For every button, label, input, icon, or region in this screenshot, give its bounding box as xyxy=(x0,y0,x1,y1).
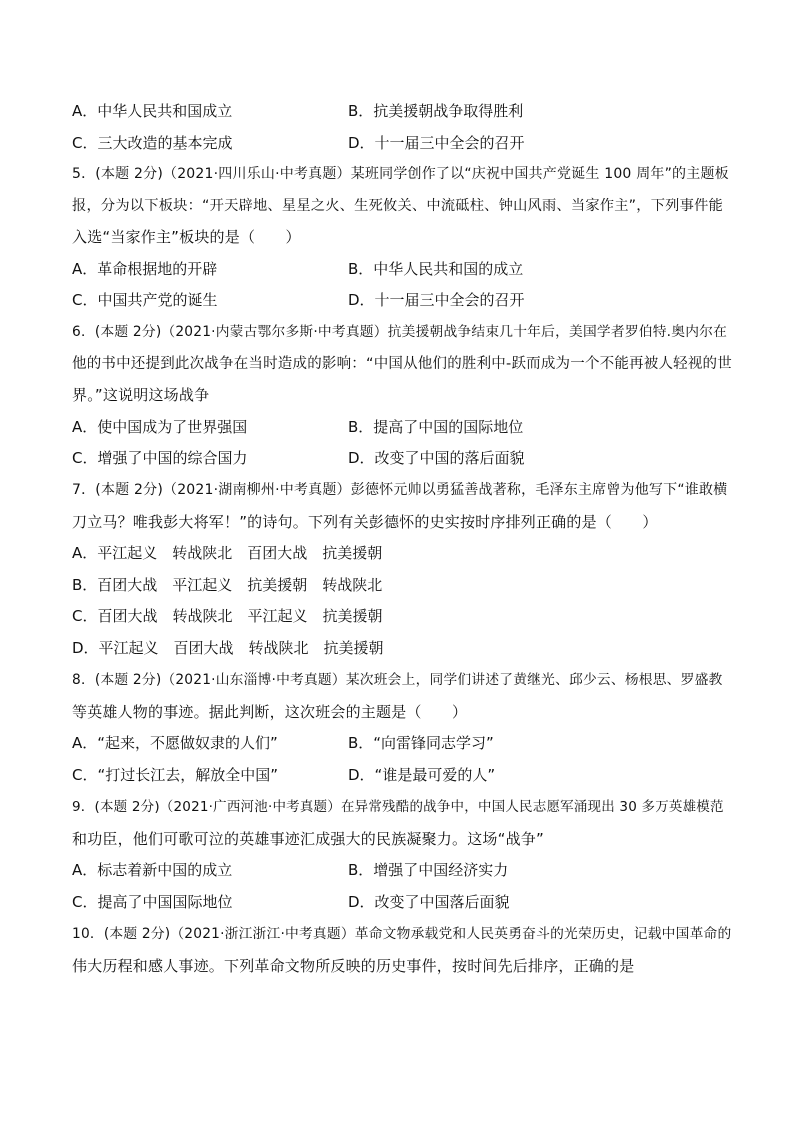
q6-option-c[interactable]: C．增强了中国的综合国力 xyxy=(72,449,248,468)
q6-stem-line: 6．(本题 2分)（2021·内蒙古鄂尔多斯·中考真题）抗美援朝战争结束几十年后，美国学者罗伯特.奥内尔在 xyxy=(72,324,728,340)
question-8 xyxy=(72,665,732,791)
question-4-options xyxy=(72,96,732,159)
q7-option-c[interactable]: C．百团大战 转战陕北 平江起义 抗美援朝 xyxy=(72,607,383,626)
q6-stem-line: 界。”这说明这场战争 xyxy=(72,386,210,405)
q4-option-a[interactable]: A．中华人民共和国成立 xyxy=(72,102,233,120)
question-6 xyxy=(72,317,732,475)
q5-stem-line: 入选“当家作主”板块的是（ ） xyxy=(72,228,301,247)
q7-option-b[interactable]: B．百团大战 平江起义 抗美援朝 转战陕北 xyxy=(72,575,383,594)
q6-stem-line: 他的书中还提到此次战争在当时造成的影响：“中国从他们的胜利中-跃而成为一个不能再被人轻视的世 xyxy=(72,355,732,372)
q7-stem-line: 刀立马？唯我彭大将军！”的诗句。下列有关彭德怀的史实按时序排列正确的是（ ） xyxy=(72,512,658,531)
q9-stem-line: 和功臣，他们可歌可泣的英雄事迹汇成强大的民族凝聚力。这场“战争” xyxy=(72,829,544,848)
q8-option-b[interactable]: B．“向雷锋同志学习” xyxy=(348,734,494,753)
q4-option-b[interactable]: B．抗美援朝战争取得胜利 xyxy=(348,102,524,120)
q5-option-a[interactable]: A．革命根据地的开辟 xyxy=(72,259,218,278)
q4-option-d[interactable]: D．十一届三中全会的召开 xyxy=(348,133,525,152)
question-9 xyxy=(72,792,732,918)
q10-stem-line: 伟大历程和感人事迹。下列革命文物所反映的历史事件，按时间先后排序，正确的是 xyxy=(72,956,635,975)
q7-option-a[interactable]: A．平江起义 转战陕北 百团大战 抗美援朝 xyxy=(72,544,383,563)
q6-option-a[interactable]: A．使中国成为了世界强国 xyxy=(72,417,248,436)
q5-option-c[interactable]: C．中国共产党的诞生 xyxy=(72,291,218,310)
q8-option-a[interactable]: A．“起来，不愿做奴隶的人们” xyxy=(72,734,278,753)
q8-option-c[interactable]: C．“打过长江去，解放全中国” xyxy=(72,765,279,784)
q5-option-b[interactable]: B．中华人民共和国的成立 xyxy=(348,259,524,278)
q6-option-b[interactable]: B．提高了中国的国际地位 xyxy=(348,417,524,436)
q7-option-d[interactable]: D．平江起义 百团大战 转战陕北 抗美援朝 xyxy=(72,638,384,657)
q7-stem-line: 7．(本题 2分)（2021·湖南柳州·中考真题）彭德怀元帅以勇猛善战著称，毛泽东主席曾为他写下“谁敢横 xyxy=(72,482,728,498)
q8-stem-line: 等英雄人物的事迹。据此判断，这次班会的主题是（ ） xyxy=(72,702,468,721)
q6-option-d[interactable]: D．改变了中国的落后面貌 xyxy=(348,449,525,468)
q9-option-b[interactable]: B．增强了中国经济实力 xyxy=(348,861,509,880)
q8-option-d[interactable]: D．“谁是最可爱的人” xyxy=(348,765,496,784)
question-10 xyxy=(72,919,732,982)
q5-stem-line: 报，分为以下板块：“开天辟地、星星之火、生死攸关、中流砥柱、钟山风雨、当家作主”，下列事件能 xyxy=(72,197,723,214)
question-5 xyxy=(72,159,732,317)
question-7 xyxy=(72,475,732,665)
q10-stem-line: 10．(本题 2分)（2021·浙江浙江·中考真题）革命文物承载党和人民英勇奋斗的光荣历史，记载中国革命的 xyxy=(72,926,732,942)
q9-option-a[interactable]: A．标志着新中国的成立 xyxy=(72,861,233,880)
q9-option-d[interactable]: D．改变了中国落后面貌 xyxy=(348,892,510,911)
q9-stem-line: 9．(本题 2分)（2021·广西河池·中考真题）在异常残酷的战争中，中国人民志愿军涌现出 30 多万英雄模范 xyxy=(72,799,724,815)
q8-stem-line: 8．(本题 2分)（2021·山东淄博·中考真题）某次班会上，同学们讲述了黄继光、邱少云、杨根思、罗盛教 xyxy=(72,672,723,688)
q5-stem-line: 5．(本题 2分)（2021·四川乐山·中考真题）某班同学创作了以“庆祝中国共产党诞生 100 周年”的主题板 xyxy=(72,166,729,182)
q9-option-c[interactable]: C．提高了中国国际地位 xyxy=(72,892,233,911)
q4-option-c[interactable]: C．三大改造的基本完成 xyxy=(72,133,233,152)
q5-option-d[interactable]: D．十一届三中全会的召开 xyxy=(348,291,525,310)
